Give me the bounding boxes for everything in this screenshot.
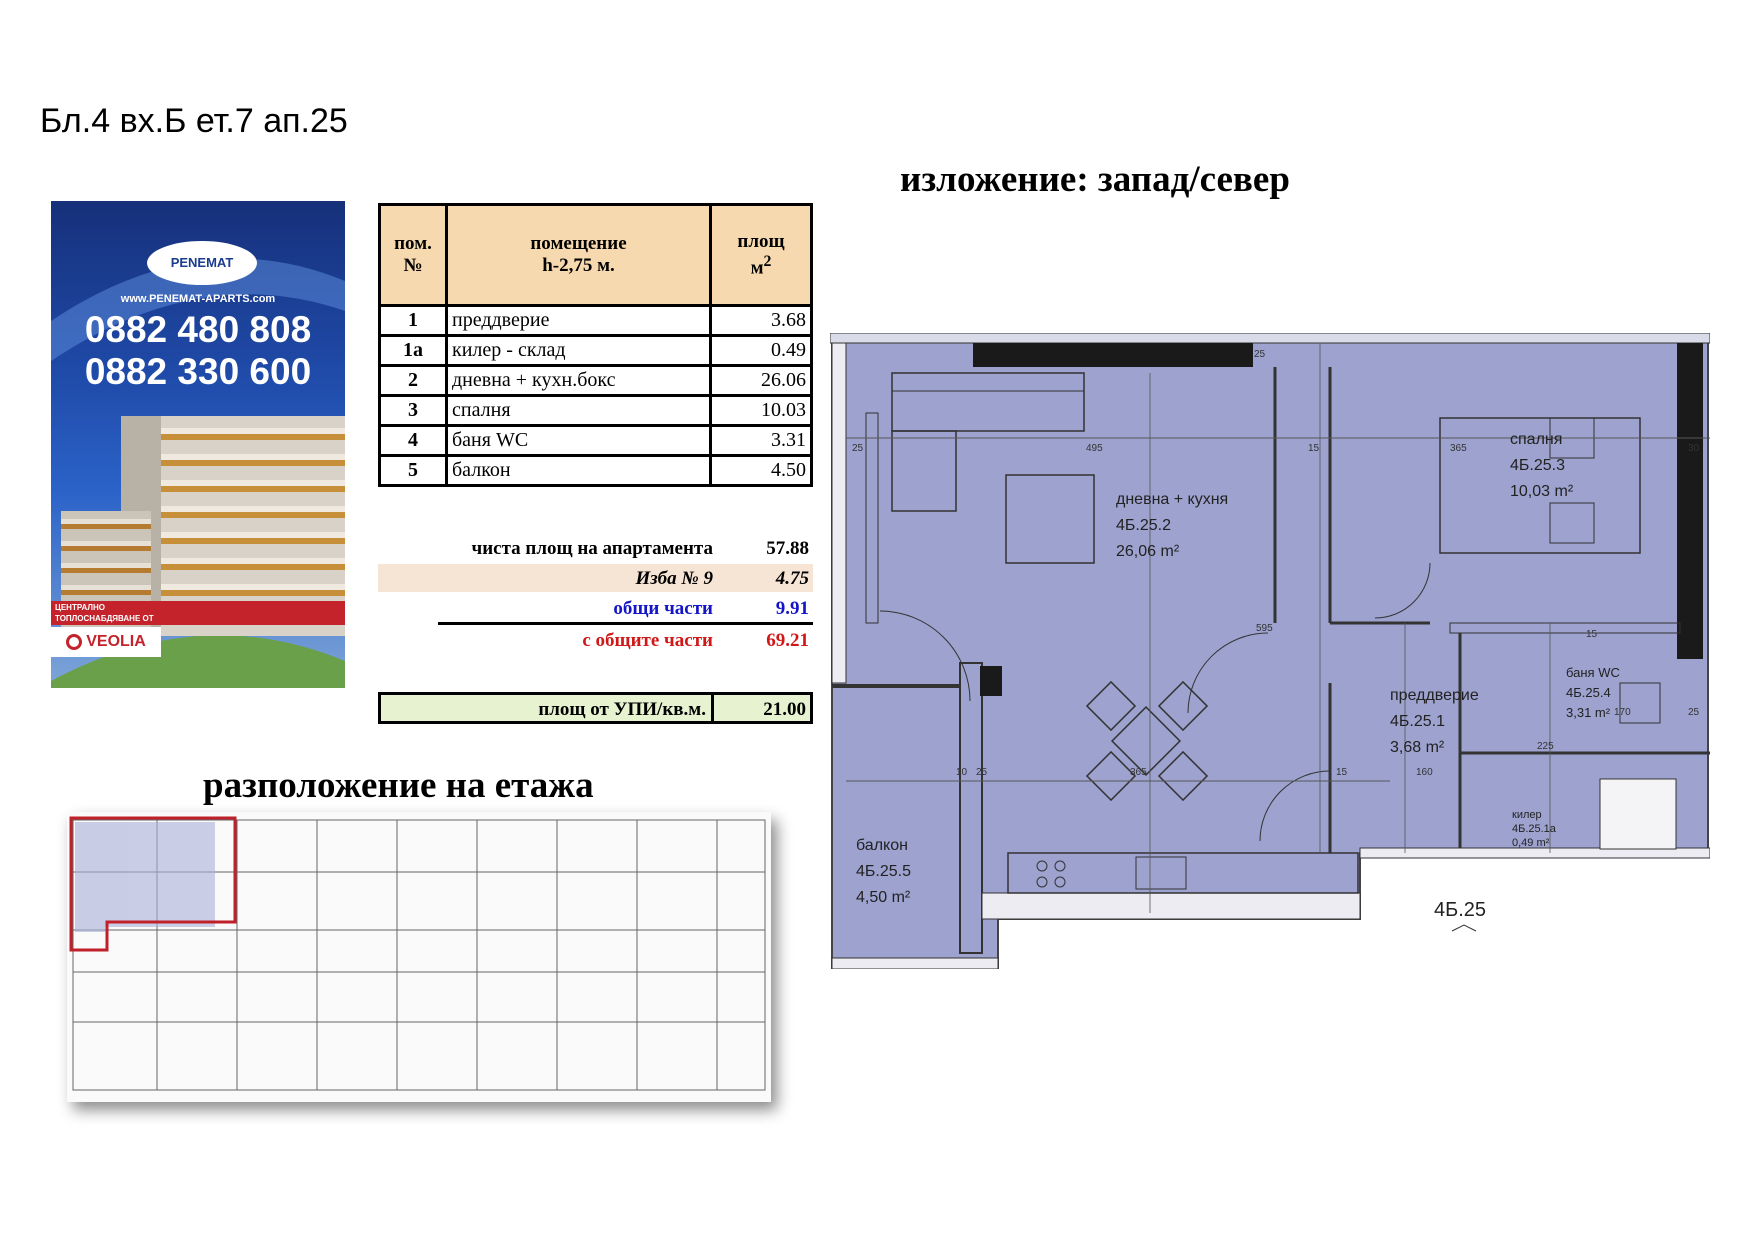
cellar-row: [378, 564, 813, 592]
dim-15c: 15: [1586, 629, 1598, 640]
room-closet-name: килер: [1512, 809, 1542, 821]
col-header-area-l1: площ: [737, 230, 785, 252]
common-parts-value: 9.91: [775, 598, 809, 619]
upi-area-row: [378, 692, 813, 724]
room-no-cell: 5: [380, 456, 447, 486]
net-area-row: [378, 534, 813, 562]
logo-text: PENEMAT: [170, 255, 234, 270]
room-no-cell: 1а: [380, 336, 447, 366]
dim-225: 225: [1537, 741, 1554, 752]
apartment-floor-plan: [830, 333, 1710, 969]
room-bedroom-code: 4Б.25.3: [1510, 457, 1565, 474]
room-area-cell: 26.06: [711, 366, 812, 396]
room-bath-area: 3,31 m²: [1566, 705, 1611, 720]
advertisement: [51, 201, 345, 688]
room-bath-name: баня WC: [1566, 665, 1620, 680]
room-balcony-area: 4,50 m²: [856, 889, 911, 906]
common-parts-row: [378, 594, 813, 622]
col-header-room-l1: помещение: [530, 233, 627, 254]
table-row: [380, 426, 812, 456]
dim-25c: 25: [976, 767, 988, 778]
room-name-cell: спалня: [447, 396, 711, 426]
upi-value: 21.00: [763, 699, 806, 720]
dim-10: 10: [956, 767, 968, 778]
dim-25d: 25: [1688, 707, 1700, 718]
room-closet-area: 0,49 m²: [1512, 837, 1550, 849]
dim-495: 495: [1086, 443, 1103, 454]
room-hall-area: 3,68 m²: [1390, 739, 1445, 756]
table-row: [380, 336, 812, 366]
room-closet-code: 4Б.25.1а: [1512, 823, 1556, 835]
dim-30: 30: [1688, 443, 1700, 454]
dim-160: 160: [1416, 767, 1433, 778]
col-header-area-sup: 2: [763, 252, 772, 270]
table-row: [380, 306, 812, 336]
floor-plan-drawing: [830, 333, 1710, 969]
total-label: с общите части: [582, 630, 713, 651]
room-balcony-code: 4Б.25.5: [856, 863, 911, 880]
col-header-area: [711, 205, 812, 306]
room-bedroom-area: 10,03 m²: [1510, 483, 1574, 500]
veolia-logo: [51, 627, 161, 657]
room-balcony-name: балкон: [856, 837, 908, 854]
room-living-name: дневна + кухня: [1116, 491, 1229, 508]
room-living-area: 26,06 m²: [1116, 543, 1180, 560]
common-parts-label: общи части: [613, 598, 713, 619]
room-area-cell: 4.50: [711, 456, 812, 486]
room-no-cell: 4: [380, 426, 447, 456]
floor-layout-plan: [67, 812, 771, 1102]
dim-15a: 15: [1308, 443, 1320, 454]
room-area-cell: 3.31: [711, 426, 812, 456]
rooms-body: [380, 306, 812, 486]
room-hall-code: 4Б.25.1: [1390, 713, 1445, 730]
col-header-no-l1: пом.: [394, 233, 432, 254]
upi-label: площ от УПИ/кв.м.: [538, 699, 706, 720]
room-bedroom-name: спалня: [1510, 431, 1563, 448]
apartment-code: 4Б.25: [1434, 899, 1487, 921]
penemat-logo: [147, 241, 257, 285]
heating-line-2: ТОПЛОСНАБДЯВАНЕ ОТ: [55, 614, 154, 623]
total-value: 69.21: [766, 630, 809, 651]
net-area-label: чиста площ на апартамента: [471, 538, 713, 559]
dim-365b: 365: [1130, 767, 1147, 778]
col-header-area-l2: [713, 253, 809, 279]
page-title: Бл.4 вх.Б ет.7 ап.25: [40, 102, 348, 140]
col-header-area-unit: м: [750, 257, 764, 279]
net-area-value: 57.88: [766, 538, 809, 559]
heating-line-1: ЦЕНТРАЛНО: [55, 603, 105, 612]
veolia-icon: [66, 634, 82, 650]
ad-phone-1: 0882 480 808: [84, 309, 312, 350]
room-name-cell: преддверие: [447, 306, 711, 336]
room-bath-code: 4Б.25.4: [1566, 685, 1611, 700]
dim-595: 595: [1256, 623, 1273, 634]
room-no-cell: 1: [380, 306, 447, 336]
table-row: [380, 456, 812, 486]
dim-15b: 15: [1336, 767, 1348, 778]
dim-25a: 25: [852, 443, 864, 454]
heating-banner: [51, 601, 345, 625]
table-row: [380, 396, 812, 426]
orientation-title: изложение: запад/север: [900, 159, 1290, 200]
cellar-value: 4.75: [775, 568, 809, 589]
dim-170: 170: [1614, 707, 1631, 718]
room-living-code: 4Б.25.2: [1116, 517, 1171, 534]
room-no-cell: 3: [380, 396, 447, 426]
dim-25b: 25: [1254, 349, 1266, 360]
col-header-no-l2: №: [403, 255, 423, 276]
room-name-cell: балкон: [447, 456, 711, 486]
room-area-cell: 10.03: [711, 396, 812, 426]
room-area-cell: 3.68: [711, 306, 812, 336]
room-name-cell: килер - склад: [447, 336, 711, 366]
cellar-label: Изба № 9: [635, 568, 713, 589]
total-row: [378, 626, 813, 654]
veolia-text: VEOLIA: [86, 633, 146, 650]
upi-separator: [711, 695, 714, 721]
summary-divider: [438, 622, 813, 625]
room-area-cell: 0.49: [711, 336, 812, 366]
col-header-no: [380, 205, 447, 306]
ad-phone-2: 0882 330 600: [84, 351, 312, 392]
room-hall-name: преддверие: [1390, 687, 1479, 704]
dim-365a: 365: [1450, 443, 1467, 454]
rooms-table: [378, 203, 813, 487]
room-name-cell: баня WC: [447, 426, 711, 456]
col-header-room-l2: h-2,75 м.: [542, 255, 615, 276]
table-row: [380, 366, 812, 396]
floor-layout-drawing: [67, 812, 771, 1102]
col-header-room: [447, 205, 711, 306]
floor-layout-title: разположение на етажа: [203, 765, 594, 806]
room-no-cell: 2: [380, 366, 447, 396]
ad-url: www.PENEMAT-APARTS.com: [120, 293, 276, 305]
room-name-cell: дневна + кухн.бокс: [447, 366, 711, 396]
